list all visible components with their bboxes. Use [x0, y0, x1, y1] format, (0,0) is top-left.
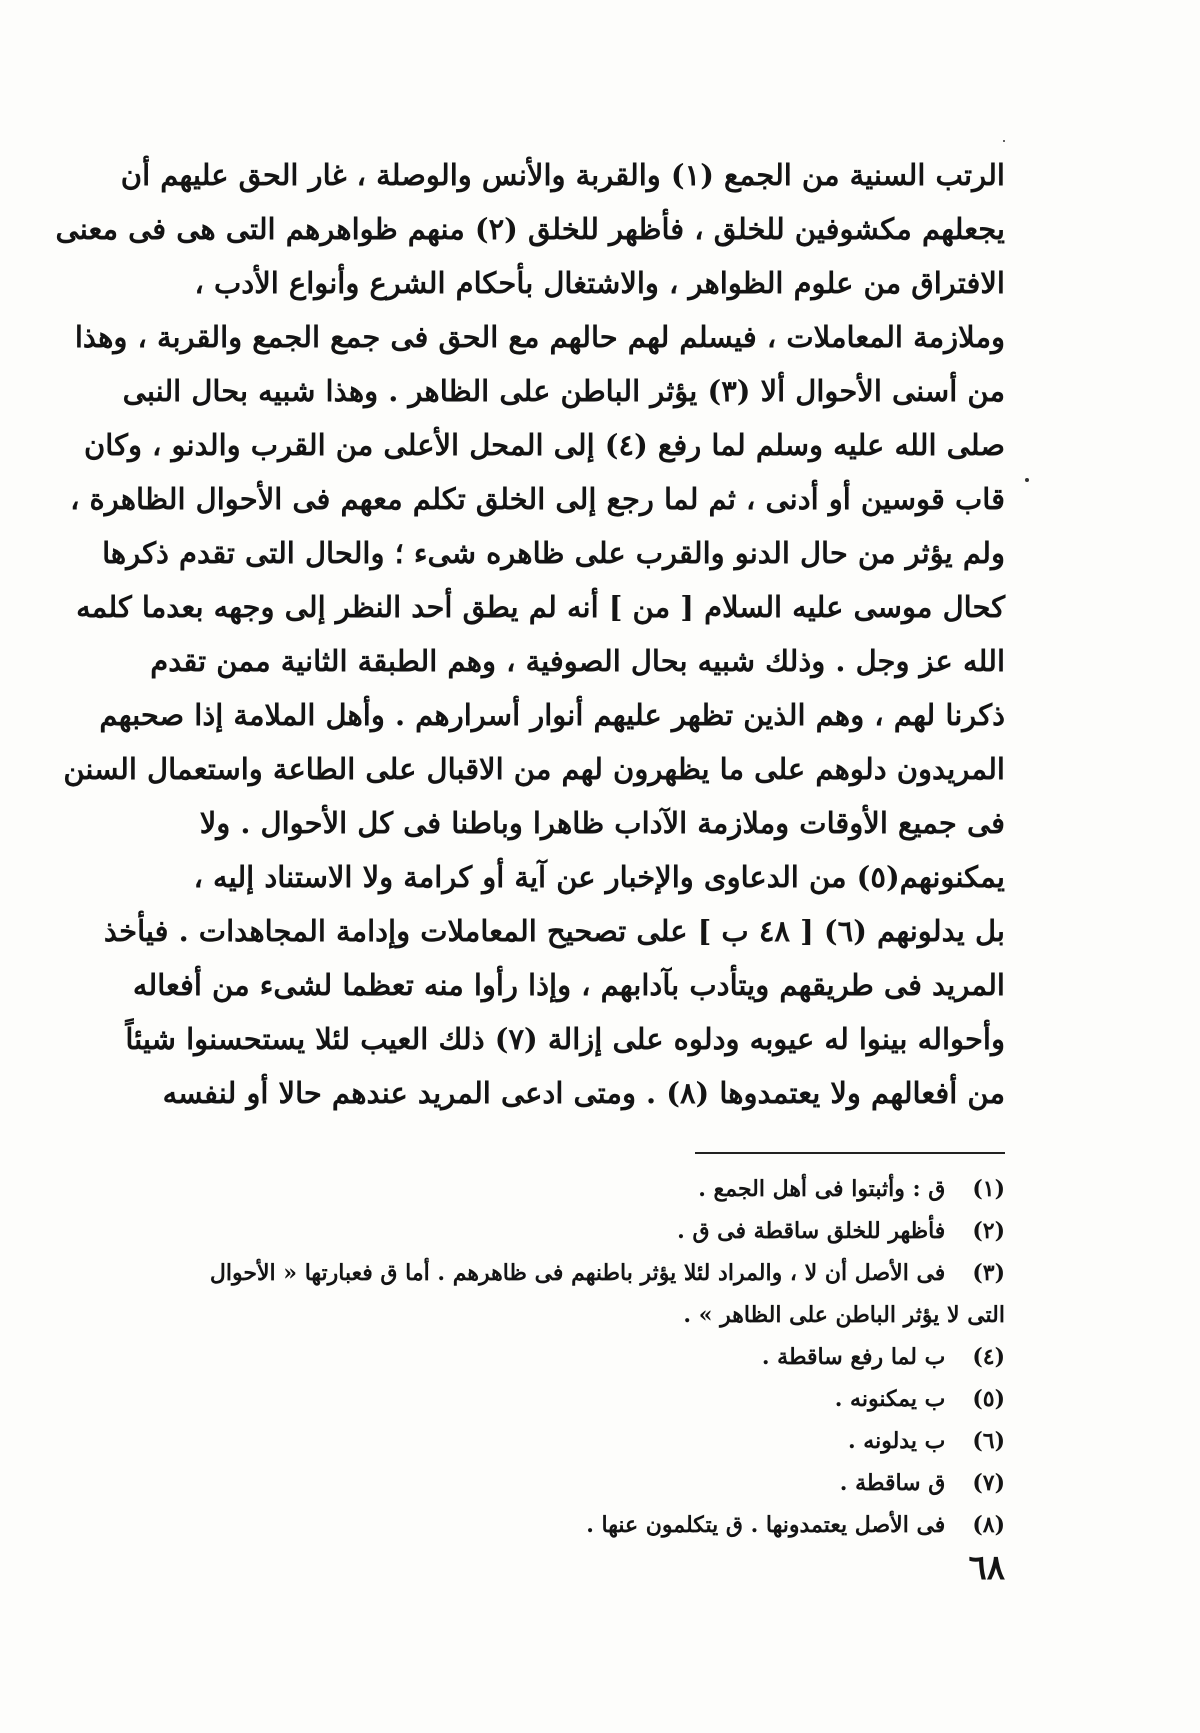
text-line: المريدون دلوهم على ما يظهرون لهم من الاقبال على الطاعة واستعمال السنن	[63, 752, 1005, 786]
footnote	[205, 1168, 1005, 1210]
text-line: من أفعالهم ولا يعتمدوها (٨) . ومتى ادعى المريد عندهم حالا أو لنفسه	[162, 1076, 1005, 1110]
main-text-block	[55, 148, 1005, 1120]
text-line: كحال موسى عليه السلام [ من ] أنه لم يطق أحد النظر إلى وجهه بعدما كلمه	[76, 590, 1005, 624]
footnote-separator	[695, 1152, 1005, 1154]
footnotes	[205, 1168, 1005, 1546]
text-line: يجعلهم مكشوفين للخلق ، فأظهر للخلق (٢) منهم ظواهرهم التى هى فى معنى	[55, 212, 1005, 246]
text-line: قاب قوسين أو أدنى ، ثم لما رجع إلى الخلق تكلم معهم فى الأحوال الظاهرة ،	[70, 482, 1005, 516]
text-line: المريد فى طريقهم ويتأدب بآدابهم ، وإذا رأوا منه تعظما لشىء من أفعاله	[132, 968, 1005, 1002]
footnote-continuation	[205, 1294, 1005, 1336]
footnote-text: فى الأصل يعتمدونها . ق يتكلمون عنها .	[586, 1512, 946, 1538]
footnote	[205, 1504, 1005, 1546]
scan-speck	[1025, 478, 1029, 482]
scan-speck	[1003, 140, 1005, 142]
text-line: من أسنى الأحوال ألا (٣) يؤثر الباطن على الظاهر . وهذا شبيه بحال النبى	[122, 374, 1005, 408]
footnote-number: (٢)	[972, 1218, 1005, 1244]
text-line: الله عز وجل . وذلك شبيه بحال الصوفية ، وهم الطبقة الثانية ممن تقدم	[150, 644, 1005, 678]
footnote	[205, 1252, 1005, 1294]
footnote-number: (٦)	[972, 1428, 1005, 1454]
footnote-number: (٣)	[972, 1260, 1005, 1286]
footnote-text: ب يدلونه .	[847, 1428, 946, 1454]
text-line: يمكنونهم(٥) من الدعاوى والإخبار عن آية أو كرامة ولا الاستناد إليه ،	[193, 860, 1005, 894]
text-line: بل يدلونهم (٦) [ ٤٨ ب ] على تصحيح المعاملات وإدامة المجاهدات . فيأخذ	[103, 914, 1005, 948]
text-line: الافتراق من علوم الظواهر ، والاشتغال بأحكام الشرع وأنواع الأدب ،	[194, 266, 1005, 300]
text-line: فى جميع الأوقات وملازمة الآداب ظاهرا وباطنا فى كل الأحوال . ولا	[199, 806, 1005, 840]
text-line: صلى الله عليه وسلم لما رفع (٤) إلى المحل الأعلى من القرب والدنو ، وكان	[84, 428, 1005, 462]
footnote-text: فأظهر للخلق ساقطة فى ق .	[677, 1218, 946, 1244]
footnote-number: (٤)	[972, 1344, 1005, 1370]
text-line: الرتب السنية من الجمع (١) والقربة والأنس والوصلة ، غار الحق عليهم أن	[120, 158, 1005, 192]
text-line: ذكرنا لهم ، وهم الذين تظهر عليهم أنوار أسرارهم . وأهل الملامة إذا صحبهم	[99, 698, 1005, 732]
page-number: ٦٨	[968, 1548, 1005, 1588]
footnote-number: (٧)	[972, 1470, 1005, 1496]
text-line: وملازمة المعاملات ، فيسلم لهم حالهم مع الحق فى جمع الجمع والقربة ، وهذا	[74, 320, 1005, 354]
footnote-number: (١)	[972, 1176, 1005, 1202]
footnote-text: فى الأصل أن لا ، والمراد لئلا يؤثر باطنهم فى ظاهرهم . أما ق فعبارتها « الأحوال	[209, 1260, 946, 1286]
footnote-text: ب يمكنونه .	[834, 1386, 946, 1412]
footnote	[205, 1378, 1005, 1420]
footnote-text: ب لما رفع ساقطة .	[761, 1344, 946, 1370]
footnote-text: ق : وأثبتوا فى أهل الجمع .	[698, 1176, 946, 1202]
footnote-number: (٨)	[972, 1512, 1005, 1538]
footnote	[205, 1420, 1005, 1462]
footnote-text: ق ساقطة .	[839, 1470, 946, 1496]
text-line: ولم يؤثر من حال الدنو والقرب على ظاهره شىء ؛ والحال التى تقدم ذكرها	[102, 536, 1005, 570]
footnote	[205, 1210, 1005, 1252]
text-line: وأحواله بينوا له عيوبه ودلوه على إزالة (٧) ذلك العيب لئلا يستحسنوا شيئاً	[125, 1022, 1005, 1056]
footnote	[205, 1336, 1005, 1378]
footnote-number: (٥)	[972, 1386, 1005, 1412]
footnote	[205, 1462, 1005, 1504]
footnote-text: التى لا يؤثر الباطن على الظاهر » .	[683, 1302, 1005, 1328]
